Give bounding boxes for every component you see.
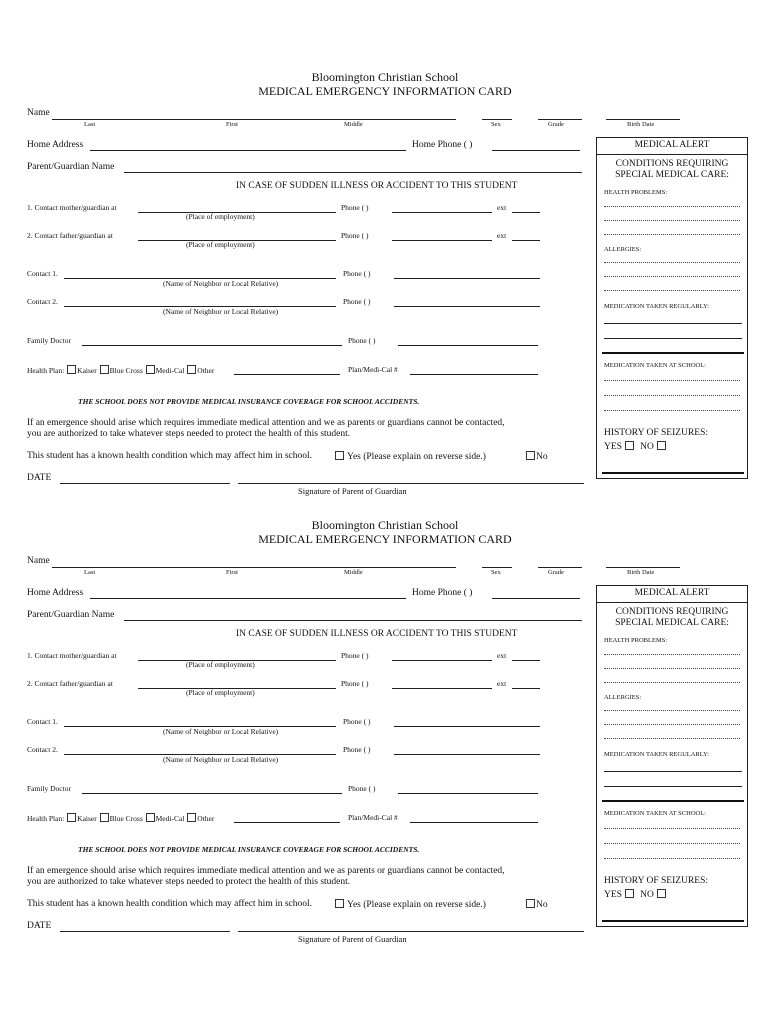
emergency-card-bottom [0,448,770,944]
parent-label: Parent/Guardian Name [27,610,115,620]
name-label: Name [27,556,50,566]
grade-field[interactable] [538,119,582,120]
date-label: DATE [27,921,52,931]
doctor-phone-field[interactable] [398,793,538,794]
medication-school-line[interactable] [604,828,740,829]
contact1-phone-label: Phone ( ) [343,269,371,278]
known-condition-no [525,899,548,910]
medication-regular-line[interactable] [604,786,742,787]
grade-field[interactable] [538,567,582,568]
allergies-line[interactable] [604,290,740,291]
father-ext-label: ext [497,679,507,688]
birth-date-field[interactable] [606,119,680,120]
medication-school-label: MEDICATION TAKEN AT SCHOOL: [604,362,706,369]
other-checkbox[interactable] [187,365,196,374]
yes-checkbox[interactable] [335,899,344,908]
medication-regular-label: MEDICATION TAKEN REGULARLY: [604,303,709,310]
medication-school-line[interactable] [604,380,740,381]
alert-heading: MEDICAL ALERT [634,140,710,150]
allergies-label: ALLERGIES: [604,246,642,253]
no-insurance-notice: THE SCHOOL DOES NOT PROVIDE MEDICAL INSURANCE COVERAGE FOR SCHOOL ACCIDENTS. [78,397,420,406]
yes-explain-label: Yes (Please explain on reverse side.) [347,900,486,910]
home-phone-field[interactable] [492,150,580,151]
health-plan-row [27,813,214,823]
health-problems-line[interactable] [604,206,740,207]
doctor-phone-label: Phone ( ) [348,336,376,345]
health-plan-label: Health Plan: [27,366,65,375]
card-title: MEDICAL EMERGENCY INFORMATION CARD [258,532,512,546]
mother-phone-label: Phone ( ) [341,651,369,660]
known-condition-yes [334,899,486,910]
contact2-sublabel: (Name of Neighbor or Local Relative) [163,307,279,316]
case-heading: IN CASE OF SUDDEN ILLNESS OR ACCIDENT TO THIS STUDENT [236,181,518,191]
health-problems-line[interactable] [604,220,740,221]
alert-bottom-rule [602,920,744,922]
medication-school-label: MEDICATION TAKEN AT SCHOOL: [604,810,706,817]
grade-sublabel: Grade [548,569,564,576]
health-problems-label: HEALTH PROBLEMS: [604,189,668,196]
contact-father-label: 2. Contact father/guardian at [27,231,113,240]
medication-school-line[interactable] [604,858,740,859]
medi-cal-checkbox[interactable] [146,813,155,822]
home-phone-label: Home Phone ( ) [412,140,473,150]
blue-cross-checkbox[interactable] [100,365,109,374]
signature-label: Signature of Parent of Guardian [298,934,407,944]
medication-regular-line[interactable] [604,323,742,324]
father-employment-sublabel: (Place of employment) [186,240,255,249]
seizures-no-checkbox[interactable] [657,889,666,898]
contact1-sublabel: (Name of Neighbor or Local Relative) [163,279,279,288]
contact-father-label: 2. Contact father/guardian at [27,679,113,688]
middle-sublabel: Middle [344,121,363,128]
emergency-line2: you are authorized to take whatever steps needed to protect the health of this student. [27,877,351,887]
contact-mother-label: 1. Contact mother/guardian at [27,203,117,212]
contact2-phone-field[interactable] [394,754,540,755]
contact2-label: Contact 2. [27,745,58,754]
seizures-yes-label: YES [604,890,622,900]
seizures-no-label: NO [640,442,654,452]
kaiser-label: Kaiser [77,814,97,823]
known-condition-text: This student has a known health condition which may affect him in school. [27,899,313,909]
contact2-label: Contact 2. [27,297,58,306]
no-insurance-notice: THE SCHOOL DOES NOT PROVIDE MEDICAL INSURANCE COVERAGE FOR SCHOOL ACCIDENTS. [78,845,420,854]
plan-number-label: Plan/Medi-Cal # [348,365,398,374]
contact2-phone-field[interactable] [394,306,540,307]
school-name: Bloomington Christian School [311,518,459,532]
date-field[interactable] [60,931,230,932]
home-phone-field[interactable] [492,598,580,599]
medi-cal-label: Medi-Cal [155,814,185,823]
contact1-label: Contact 1. [27,717,58,726]
contact1-phone-field[interactable] [394,278,540,279]
father-ext-field[interactable] [512,688,540,689]
plan-number-label: Plan/Medi-Cal # [348,813,398,822]
medication-divider [602,352,744,354]
date-label: DATE [27,473,52,483]
other-checkbox[interactable] [187,813,196,822]
mother-ext-label: ext [497,651,507,660]
mother-ext-label: ext [497,203,507,212]
no-checkbox[interactable] [526,899,535,908]
family-doctor-label: Family Doctor [27,336,71,345]
doctor-phone-field[interactable] [398,345,538,346]
kaiser-checkbox[interactable] [67,813,76,822]
seizures-options [604,889,667,900]
first-sublabel: First [226,569,238,576]
middle-sublabel: Middle [344,569,363,576]
contact2-phone-label: Phone ( ) [343,297,371,306]
last-sublabel: Last [84,569,96,576]
alert-heading: MEDICAL ALERT [634,588,710,598]
last-sublabel: Last [84,121,96,128]
sex-sublabel: Sex [491,121,501,128]
emergency-line1: If an emergence should arise which requires immediate medical attention and we as parents or guardians cannot be contacted, [27,866,505,876]
health-problems-label: HEALTH PROBLEMS: [604,637,668,644]
mother-ext-field[interactable] [512,660,540,661]
conditions-line2: SPECIAL MEDICAL CARE: [615,170,729,180]
medi-cal-checkbox[interactable] [146,365,155,374]
known-condition-text: This student has a known health condition which may affect him in school. [27,451,313,461]
plan-number-field[interactable] [410,822,538,823]
emergency-card-top [0,0,770,496]
name-field[interactable] [52,567,456,568]
emergency-line2: you are authorized to take whatever steps needed to protect the health of this student. [27,429,351,439]
family-doctor-label: Family Doctor [27,784,71,793]
home-address-field[interactable] [90,598,406,599]
kaiser-label: Kaiser [77,366,97,375]
contact1-label: Contact 1. [27,269,58,278]
allergies-line[interactable] [604,276,740,277]
mother-phone-field[interactable] [392,212,492,213]
blue-cross-label: Blue Cross [109,366,143,375]
medication-regular-line[interactable] [604,338,742,339]
contact2-phone-label: Phone ( ) [343,745,371,754]
father-employment-sublabel: (Place of employment) [186,688,255,697]
father-ext-field[interactable] [512,240,540,241]
mother-phone-field[interactable] [392,660,492,661]
other-label: Other [197,814,215,823]
doctor-phone-label: Phone ( ) [348,784,376,793]
medication-regular-label: MEDICATION TAKEN REGULARLY: [604,751,709,758]
health-plan-label: Health Plan: [27,814,65,823]
plan-number-field[interactable] [410,374,538,375]
other-label: Other [197,366,215,375]
seizures-yes-label: YES [604,442,622,452]
father-phone-label: Phone ( ) [341,679,369,688]
family-doctor-field[interactable] [82,345,342,346]
kaiser-checkbox[interactable] [67,365,76,374]
medication-school-line[interactable] [604,395,740,396]
yes-explain-label: Yes (Please explain on reverse side.) [347,452,486,462]
no-label: No [536,452,548,462]
family-doctor-field[interactable] [82,793,342,794]
father-phone-field[interactable] [392,240,492,241]
grade-sublabel: Grade [548,121,564,128]
conditions-line1: CONDITIONS REQUIRING [615,159,729,169]
signature-label: Signature of Parent of Guardian [298,486,407,496]
sex-sublabel: Sex [491,569,501,576]
mother-ext-field[interactable] [512,212,540,213]
contact2-sublabel: (Name of Neighbor or Local Relative) [163,755,279,764]
home-address-field[interactable] [90,150,406,151]
health-plan-row [27,365,214,375]
other-plan-field[interactable] [234,822,340,823]
conditions-line1: CONDITIONS REQUIRING [615,607,729,617]
emergency-line1: If an emergence should arise which requires immediate medical attention and we as parents or guardians cannot be contacted, [27,418,505,428]
allergies-line[interactable] [604,710,740,711]
blue-cross-checkbox[interactable] [100,813,109,822]
card-title: MEDICAL EMERGENCY INFORMATION CARD [258,84,512,98]
birth-date-field[interactable] [606,567,680,568]
contact1-phone-field[interactable] [394,726,540,727]
health-problems-line[interactable] [604,234,740,235]
home-phone-label: Home Phone ( ) [412,588,473,598]
allergies-line[interactable] [604,724,740,725]
signature-field[interactable] [238,931,584,932]
medication-school-line[interactable] [604,410,740,411]
health-problems-line[interactable] [604,668,740,669]
seizures-label: HISTORY OF SEIZURES: [604,428,708,438]
allergies-line[interactable] [604,262,740,263]
home-address-label: Home Address [27,588,84,598]
seizures-yes-checkbox[interactable] [625,889,634,898]
medication-school-line[interactable] [604,843,740,844]
allergies-label: ALLERGIES: [604,694,642,701]
name-label: Name [27,108,50,118]
parent-label: Parent/Guardian Name [27,162,115,172]
mother-employment-sublabel: (Place of employment) [186,660,255,669]
mother-phone-label: Phone ( ) [341,203,369,212]
birth-date-sublabel: Birth Date [627,121,655,128]
seizures-no-label: NO [640,890,654,900]
health-problems-line[interactable] [604,682,740,683]
medication-regular-line[interactable] [604,771,742,772]
sex-field[interactable] [482,119,512,120]
father-ext-label: ext [497,231,507,240]
health-problems-line[interactable] [604,654,740,655]
medical-alert-box [596,585,748,927]
birth-date-sublabel: Birth Date [627,569,655,576]
school-name: Bloomington Christian School [311,70,459,84]
parent-name-field[interactable] [124,172,582,173]
medical-alert-box [596,137,748,479]
mother-employment-sublabel: (Place of employment) [186,212,255,221]
contact1-phone-label: Phone ( ) [343,717,371,726]
sex-field[interactable] [482,567,512,568]
conditions-line2: SPECIAL MEDICAL CARE: [615,618,729,628]
case-heading: IN CASE OF SUDDEN ILLNESS OR ACCIDENT TO THIS STUDENT [236,629,518,639]
other-plan-field[interactable] [234,374,340,375]
father-phone-field[interactable] [392,688,492,689]
first-sublabel: First [226,121,238,128]
blue-cross-label: Blue Cross [109,814,143,823]
name-field[interactable] [52,119,456,120]
father-phone-label: Phone ( ) [341,231,369,240]
allergies-line[interactable] [604,738,740,739]
seizures-label: HISTORY OF SEIZURES: [604,876,708,886]
contact-mother-label: 1. Contact mother/guardian at [27,651,117,660]
contact1-sublabel: (Name of Neighbor or Local Relative) [163,727,279,736]
medi-cal-label: Medi-Cal [155,366,185,375]
medication-divider [602,800,744,802]
no-label: No [536,900,548,910]
home-address-label: Home Address [27,140,84,150]
parent-name-field[interactable] [124,620,582,621]
